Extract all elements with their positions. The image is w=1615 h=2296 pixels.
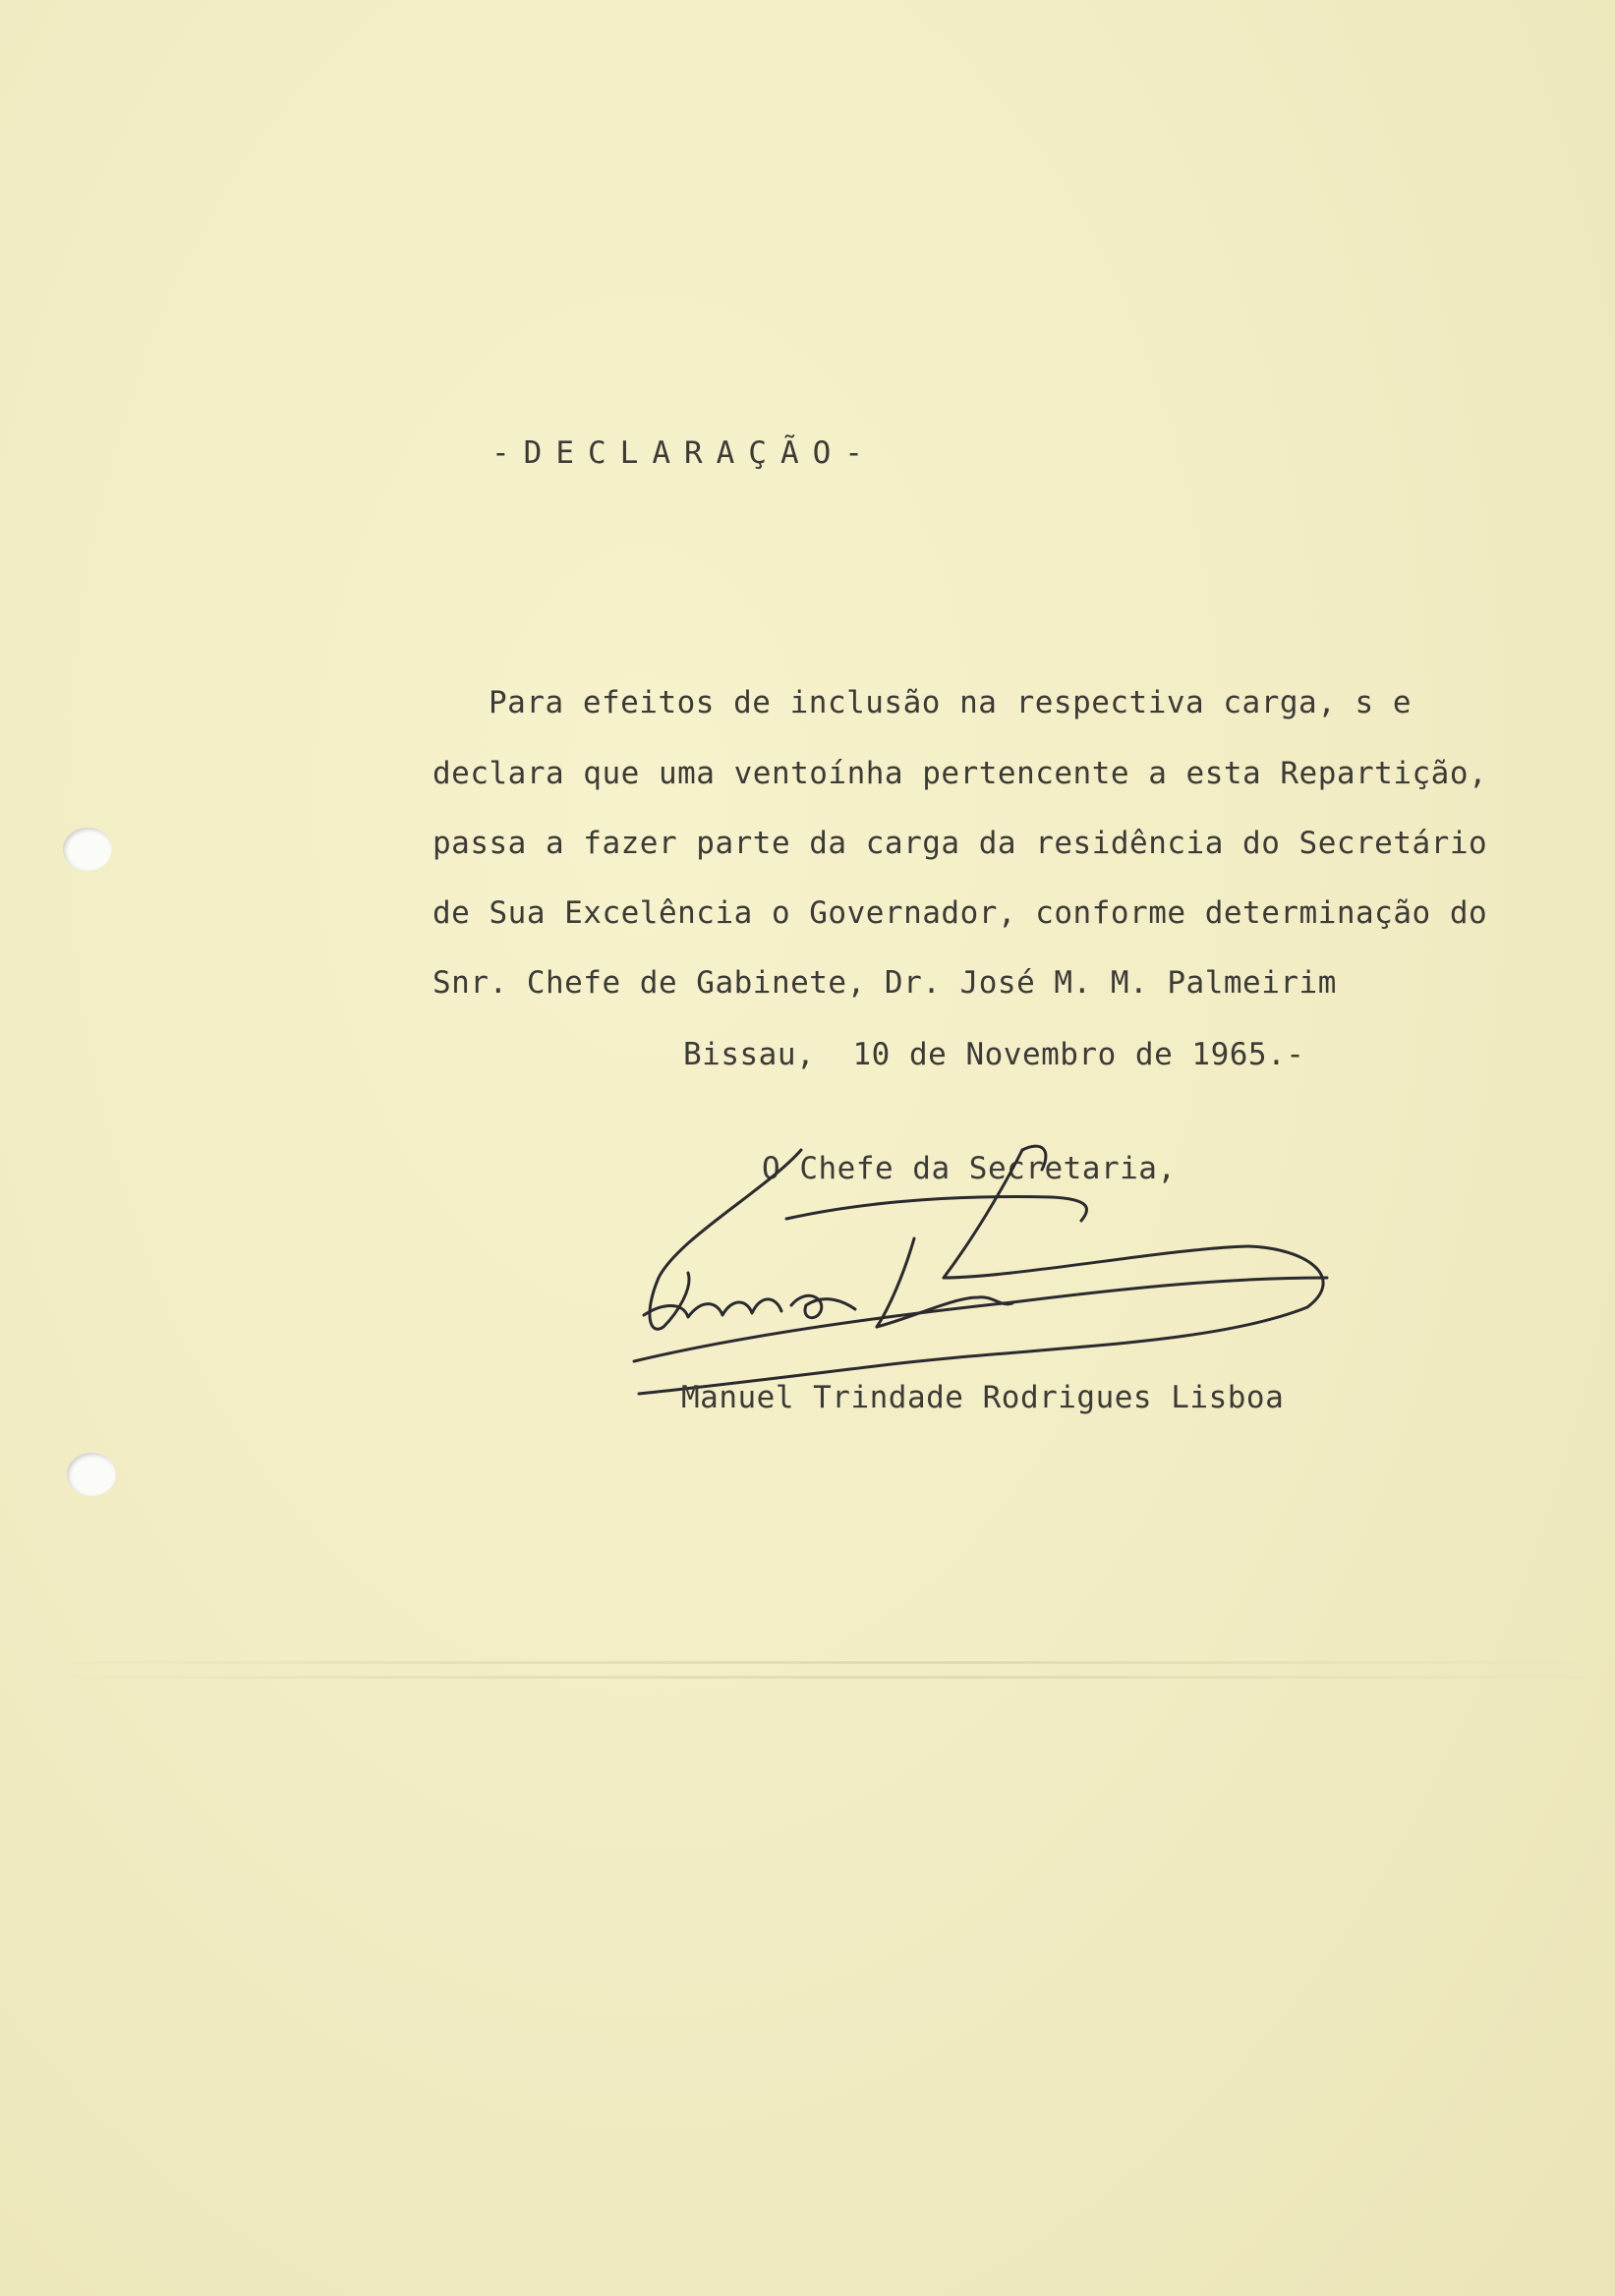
body-line: passa a fazer parte da carga da residência do Secretário [433,826,1488,861]
signatory-name: Manuel Trindade Rodrigues Lisboa [681,1380,1285,1415]
place-date: Bissau, 10 de Novembro de 1965.- [683,1037,1305,1072]
paper-fold [0,1676,1615,1679]
body-line: Snr. Chefe de Gabinete, Dr. José M. M. Palmeirim [433,965,1337,1001]
signatory-title: O Chefe da Secretaria, [762,1151,1177,1186]
body-line: declara que uma ventoínha pertencente a esta Repartição, [433,756,1488,791]
paper-fold [0,1661,1615,1664]
handwritten-signature-icon [619,1130,1366,1415]
body-line: Para efeitos de inclusão na respectiva carga, s e [489,685,1413,720]
punch-hole [63,828,112,871]
body-line: de Sua Excelência o Governador, conforme determinação do [433,895,1488,931]
document-heading: -DECLARAÇÃO- [491,435,877,471]
punch-hole [67,1453,116,1496]
